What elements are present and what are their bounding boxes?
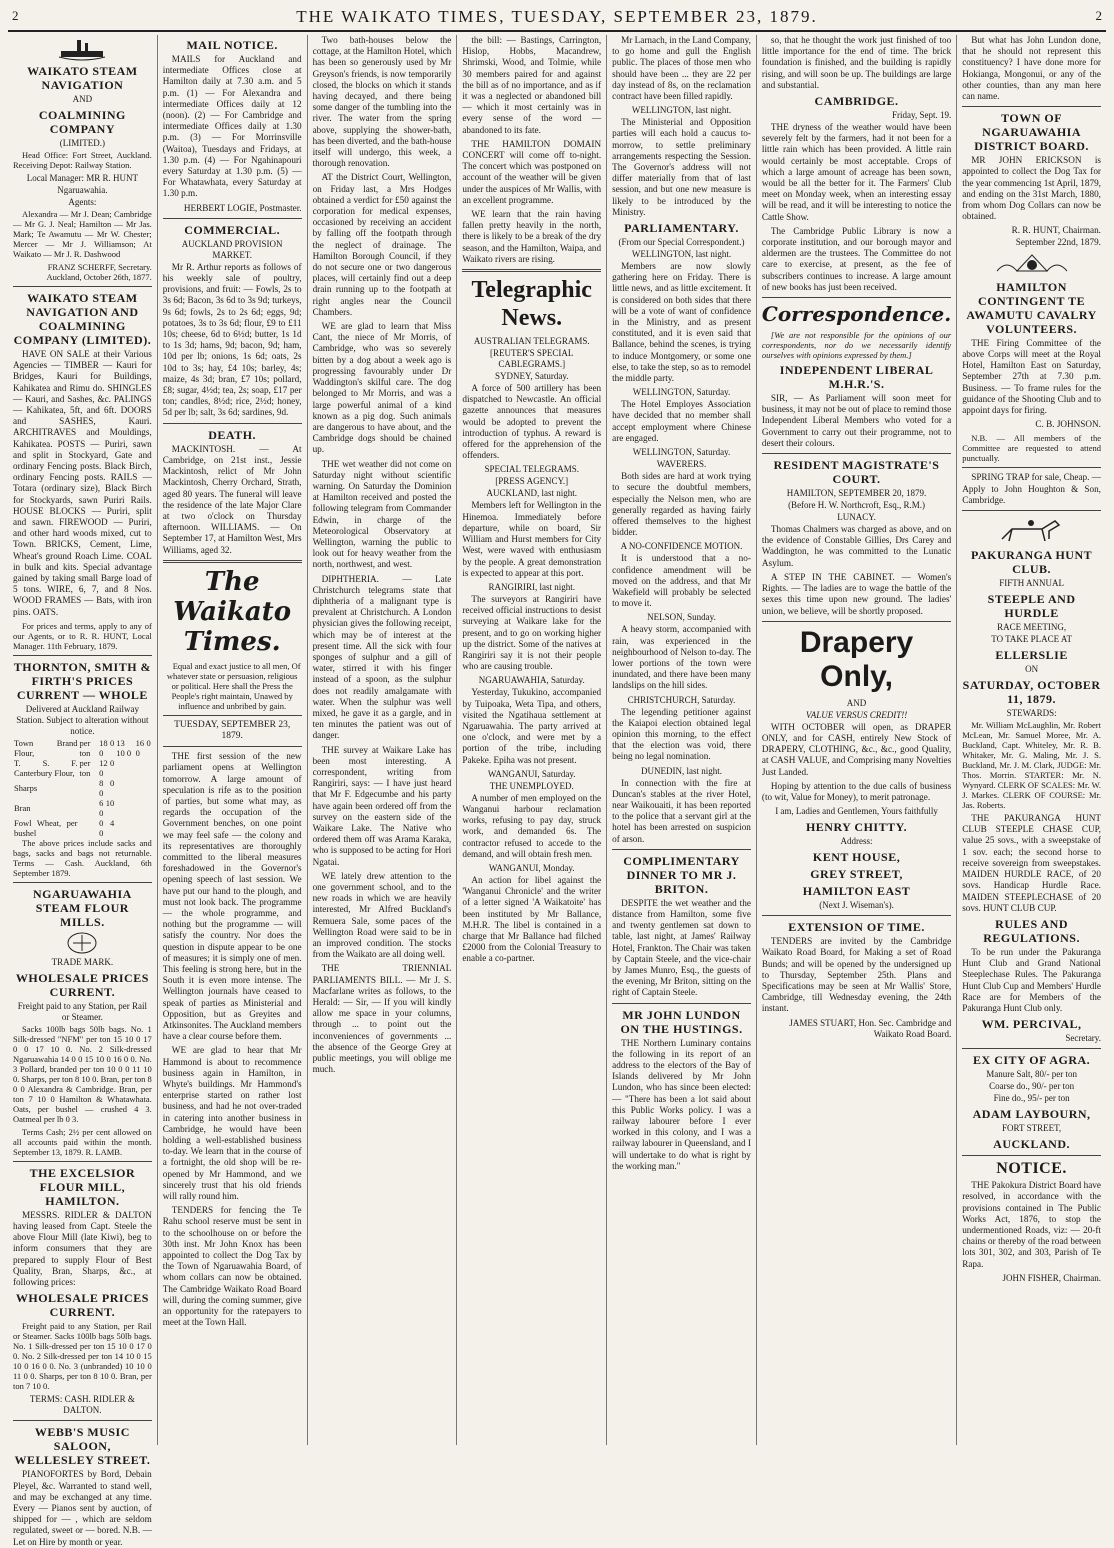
column-6	[757, 35, 957, 1445]
wholesale-body: Sacks 100lb bags 50lb bags. No. 1 Silk-dressed "NFM" per ton 15 10 0 17 0 0 17 10 0. No. 2 Silk-dressed Ngaruawahia 14 0 0 15 10 0 16 0 0. No. 3 Pollard, branded per ton 10 0 0 11 10 0. Sharps, per ton 8 10 0. Bran, per ton 8 0 0 Alexandra & Cambridge. Bran, per ton 7 10 0 Hamilton & Whatawhata. Oats, per bushel — crushed 4 3. Oatmeal per lb 0 3.	[13, 1023, 152, 1124]
excelsior-title: THE EXCELSIOR FLOUR MILL, HAMILTON.	[29, 1165, 136, 1208]
drapery-sub: VALUE VERSUS CREDIT!!	[805, 709, 908, 720]
limited-label: (LIMITED.)	[59, 138, 105, 148]
table-row: Town Brand Flour, per ton 18 0 0 13 10 0 16 0 0	[14, 737, 151, 758]
news-item: WE are glad to learn that Miss Cant, the niece of Mr Morris, of Cambridge, who was so severely bitten by a dog about a week ago is progressing favourably under Dr Waddington's skilful care. The dog belonged to Mr Morris, and was a large powerful animal of a kind known as a pig dog. Such animals are dangerous to have about, and the Cambridge dogs should be chained up.	[312, 321, 452, 455]
rules-title: RULES AND REGULATIONS.	[983, 916, 1080, 945]
cavalry-sign: C. B. JOHNSON.	[1035, 419, 1101, 430]
extension-sign: JAMES STUART, Hon. Sec. Cambridge and Waikato Road Board.	[789, 1017, 952, 1039]
wellington-3-body: The Hotel Employes Association have decided that no member shall accept employment where Chinese are engaged.	[612, 399, 751, 443]
divider	[163, 423, 302, 424]
masthead-title: THE WAIKATO TIMES, TUESDAY, SEPTEMBER 23, 1879.	[296, 7, 818, 26]
kent-house: KENT HOUSE,	[812, 850, 901, 865]
table-row: Fowl Wheat, per bushel 0 4 0	[14, 817, 115, 838]
fort-street: FORT STREET,	[1002, 1123, 1062, 1134]
independent-title: INDEPENDENT LIBERAL M.H.R.'S.	[779, 363, 934, 392]
lunacy-heading: LUNACY.	[837, 512, 876, 523]
resident-magistrate-title: RESIDENT MAGISTRATE'S COURT.	[773, 458, 940, 487]
thornton-title: THORNTON, SMITH & FIRTH'S PRICES CURRENT — WHOLE	[13, 659, 152, 702]
hustings-body: THE Northern Luminary contains the following in its report of an address to the electors of the Bay of Islands delivered by Mr John Lundon, who has since been elected: — "There has been a lot said about this Public Works policy. I was a railway labourer before I ever worked in this colony, and I was a railway labourer in Queensland, and I will undertake to do what is right by the working man."	[612, 1037, 751, 1171]
spring-trap-ad: SPRING TRAP for sale, Cheap. — Apply to John Houghton & Son, Cambridge.	[962, 472, 1101, 505]
column-3	[308, 35, 458, 1445]
adam-laybourn: ADAM LAYBOURN,	[972, 1107, 1091, 1122]
thornton-price-table	[13, 738, 152, 838]
table-row: T. S. F. Canterbury Flour, per ton 12 0 0	[14, 757, 115, 778]
cavalry-nb: N.B. — All members of the Committee are requested to attend punctually.	[962, 433, 1101, 464]
address-label: Address:	[840, 836, 873, 847]
steam-nav-and: AND	[72, 94, 93, 104]
cambridge-body: THE dryness of the weather would have been severely felt by the farmers, had it not been for a little rain which has been provided. A little rain would certainly be most acceptable. Crops of which a large amount of acreage has been sown, would be all the better for it. The Farmers' Club meet on Monday week, when an interesting essay will be read, and it will be interesting to notice the Cattle Show.	[761, 122, 952, 222]
agents-heading: Agents:	[68, 197, 97, 207]
no-confidence-heading: A NO-CONFIDENCE MOTION.	[620, 541, 743, 552]
trade-mark-label: TRADE MARK.	[51, 956, 114, 967]
death-body: MACKINTOSH. — At Cambridge, on 21st inst., Jessie Mackintosh, relict of Mr John Mackintosh, Cherry Orchard, Strath, aged 80 years. The funeral will leave the residence of the late Major Clare at two o'clock on Thursday afternoon. WILLIAMS. — On September 17, at Hamilton West, Mrs Williams, aged 32.	[162, 443, 302, 555]
coarse-salt-price: Coarse do., 90/- per ton	[989, 1081, 1075, 1092]
race-meeting-label: RACE MEETING,	[997, 622, 1067, 633]
parliamentary-title: PARLIAMENTARY.	[624, 221, 739, 236]
page-number-right: 2	[1095, 8, 1102, 23]
divider	[13, 655, 152, 656]
webb-body: PIANOFORTES by Bord, Debain Pleyel, &c. Warranted to stand well, and may be exchanged at any time. Every — Pianos sent by auction, of shipped for — , which are seldom regulated, sweet or — bored. N.B. — Let on Hire by month or year.	[13, 1469, 152, 1547]
cambridge-title: CAMBRIDGE.	[814, 94, 899, 109]
hamilton-east: HAMILTON EAST	[802, 884, 911, 899]
manager-location: Ngaruawahia.	[57, 185, 108, 195]
chitty-name: HENRY CHITTY.	[805, 820, 908, 835]
percival-role: Secretary.	[1065, 1033, 1101, 1044]
wellington-2-body: Members are now slowly gathering here on Friday. There is little news, and as little excitement. It is considered on both sides that there will be a vote of want of confidence in the Ministry, and as present constituted, and it is even said that Ballance, behind the scenes, is trying to induce Montgomery, or some one else, to take the step, so as to remodel the middle party.	[612, 261, 751, 384]
waverers-body: Both sides are hard at work trying to secure the doubtful members, especially the Nelson men, who are generally regarded as having fairly offered themselves to the highest bidder.	[612, 471, 751, 538]
page-number-left: 2	[12, 8, 19, 23]
news-item: THE wet weather did not come on Saturday night without scientific warning. On Saturday the Dominion at Hamilton received and posted the following telegram from Commander Edwin, in charge of the Meteorological Observatory at Wellington, warning the public to look out for heavy weather from the north, northwest, and west.	[312, 458, 452, 570]
news-item: DIPHTHERIA. — Late Christchurch telegrams state that diphtheria of a malignant type is prevalent at Christchurch. A London physician gives the following receipt, which may be of interest at the present time. All the sick with four sponges of sulphur and a gill of water, stirred it with his finger instead of a spoon, as the sulphur does not readily amalgamate with water. When the sulphur was well mixed, he gave it as a gargle, and in ten minutes the patient was out of danger.	[312, 573, 452, 741]
mail-notice-sign: HERBERT LOGIE, Postmaster.	[183, 202, 302, 213]
lady-item: A STEP IN THE CABINET. — Women's Rights. — The ladies are to wage the battle of the sexes this time upon new ground. The ladies' union, we believe, will be shortly proposed.	[761, 571, 952, 616]
divider	[762, 297, 951, 298]
press-agency-label: [PRESS AGENCY.]	[495, 476, 569, 487]
steam-nav-2-body: HAVE ON SALE at their Various Agencies — TIMBER — Kauri for Bridges, Kauri for Buildings, Kahikatea and Rimu do. SHINGLES — Kauri, and Sashes, &c. PALINGS — Kahikatea, 5ft, and 6ft. DOORS and SASHES, Kauri. ARCHITRAVES and Mouldings, Kahikatea. POSTS — Puriri, sawn and split in Stockyard, Gate and ordinary Fencing posts. Black Birch, ordinary Fencing posts. RAILS — Totara (ordinary size), Black Birch for Stockyards, sawn Puriri Rails. HOUSE BLOCKS — Puriri, split and sawn. FIREWOOD — Puriri, and other hard woods mixed, cut to Town. BRICKS, Cement, Lime, Wheat's ground Roach Lime. COAL in bulk and kits. Special advantage gained by taking small Barge load of 5 tons. WIRE, 6, 7, and 8 Nos. WOOD FRAMES — Bats, with iron pins. OATS.	[13, 349, 152, 617]
wholesale-2-body: Freight paid to any Station, per Rail or Steamer. Sacks 100lb bags 50lb bags. No. 1 Silk-dressed per ton 15 10 0 17 0 0. No. 2 Silk-dressed per ton 14 10 0 15 10 0 16 0 0. No. 3 (unbranded) 10 10 0 11 0 0. Sharps, per ton 8 10 0. Bran, per ton 7 10 0.	[13, 1321, 152, 1392]
wanganui-dateline: WANGANUI, Saturday.	[487, 768, 576, 779]
divider	[762, 453, 951, 454]
resident-date: HAMILTON, SEPTEMBER 20, 1879.	[786, 488, 927, 499]
editorial-leader-3: TENDERS for fencing the Te Rahu school reserve must be sent in to the schoolhouse on or before the 30th inst. Mr John Knox has been appointed to collect the Dog Tax by the Town of Ngaruawahia Board, of whom collars can now be obtained. The Cambridge Waikato Road Board will, during the coming summer, give an opportunity for the ratepayers to meet at the Town Hall.	[162, 1205, 302, 1328]
reuter-label: [REUTER'S SPECIAL CABLEGRAMS.]	[490, 348, 574, 370]
wholesale-title: WHOLESALE PRICES CURRENT.	[15, 970, 149, 999]
drapery-sign: I am, Ladies and Gentlemen, Yours faithfully	[775, 806, 938, 817]
on-label: ON	[1025, 664, 1039, 675]
thornton-note: The above prices include sacks and bags, sacks and bags not returnable. Terms — Cash. Auckland, 6th September 1879.	[13, 837, 152, 878]
news-item: Two bath-houses below the cottage, at the Hamilton Hotel, which has been so generously used by Mr Greyson's friends, is now temporarily closed, the blocks on which it stands having decayed, and there being some danger of the tumbling into the river. The water from the spring above, supplying the shower-bath, has been diverted, and the bath-house itself will undergo, this week, a thorough renovation.	[312, 35, 452, 169]
notice-sign: JOHN FISHER, Chairman.	[1002, 1272, 1101, 1283]
divider	[962, 467, 1101, 468]
horse-and-rider-icon	[987, 515, 1077, 545]
wellington-2-dateline: WELLINGTON, last night.	[631, 249, 732, 260]
wholesale-2-title: WHOLESALE PRICES CURRENT.	[15, 1291, 149, 1320]
news-item: THE survey at Waikare Lake has been most interesting. A correspondent, writing from Rangiriri, says: — I have just heard that Mr F. Edgecumbe and his party have again been ordered off from the survey on the eastern side of the Waikare Lake. The Native who ordered them off was Arama Karaka, who is supposed to be acting for Hori Ngatai.	[312, 744, 452, 867]
waverers-heading: WAVERERS.	[656, 459, 707, 470]
drapery-hope: Hoping by attention to the due calls of business (to wit, Value for Money), to merit patronage.	[761, 780, 952, 802]
column-2	[158, 35, 308, 1445]
special-telegrams-title: SPECIAL TELEGRAMS.	[484, 464, 579, 475]
coalmining-title: COALMINING COMPANY	[38, 108, 126, 136]
mail-notice-body: MAILS for Auckland and intermediate Offices close at Hamilton daily at 7.30 a.m. and 5 p.m. (1) — For Alexandra and intermediate Offices daily at 12 (noon). (2) — For Cambridge and intermediate Offices daily at 1.30 p.m. (3) — For Morrinsville (Waitoa), Tuesdays and Fridays, at 1.30 p.m. (4) — For Ngahinapouri every Saturday at 1.30 p.m. (5) — For Whatawhata, every Saturday at 1.30 p.m.	[162, 54, 302, 199]
divider	[163, 560, 302, 563]
wanganui-body: A number of men employed on the Wanganui harbour reclamation works, refusing to pay day, struck work, and demanded 6s. The contractor refused to accede to the demand, and will obtain fresh men.	[462, 792, 602, 859]
auckland-body: Members left for Wellington in the Hinemoa. Immediately before departure, while on board, Sir William and Hurst members for City West, were waved with enthusiasm by the people. A great demonstration is expected to appear at this port.	[462, 500, 602, 578]
drapery-title: Drapery Only,	[799, 625, 914, 693]
grey-street: GREY STREET,	[810, 867, 903, 882]
head-office: Head Office: Fort Street, Auckland. Receiving Depot: Railway Station.	[13, 150, 152, 170]
ex-city-title: EX CITY OF AGRA.	[973, 1053, 1091, 1068]
rangiriri-body: The surveyors at Rangiriri have received official instructions to desist surveying at Waikare lake for the present, and to go on working higher up the district. Some of the natives at Rangiriri say it is not their people who are causing trouble.	[462, 593, 602, 672]
divider	[13, 1420, 152, 1421]
webb-title: WEBB'S MUSIC SALOON, WELLESLEY STREET.	[14, 1425, 151, 1468]
unemployed-heading: THE UNEMPLOYED.	[489, 780, 574, 791]
steam-nav-2-title: WAIKATO STEAM NAVIGATION AND COALMINING COMPANY (LIMITED).	[13, 291, 152, 347]
telegraphic-news-title: Telegraphic News.	[471, 277, 592, 332]
column-5	[607, 35, 757, 1445]
wellington-dateline: WELLINGTON, last night.	[631, 105, 732, 116]
sydney-body: A force of 500 artillery has been dispatched to Newcastle. An official gazette announces that measures would be adopted to prevent the introduction of typhus. A reward is offered for the apprehension of the offenders.	[462, 383, 602, 461]
special-correspondent-label: (From our Special Correspondent.)	[618, 237, 745, 248]
secretary-sign: FRANZ SCHERFF, Secretary. Auckland, October 26th, 1877.	[46, 262, 152, 282]
divider	[962, 1048, 1101, 1049]
christchurch-dateline: CHRISTCHURCH, Saturday.	[627, 694, 736, 705]
wholesale-sub: Freight paid to any Station, per Rail or Steamer.	[17, 1000, 147, 1022]
dinner-body: DESPITE the wet weather and the distance from Hamilton, some five and twenty gentlemen sat down to table, last night, at James' Railway Hotel, Frankton. The Chair was taken by Captain Steele, and the vice-chair by James Munro, Esq., the guests of the evening, Mr Briton, sitting on the right of Captain Steele.	[612, 897, 751, 998]
wellington-4-dateline: WELLINGTON, Saturday.	[632, 447, 731, 458]
rangiriri-dateline: RANGIRIRI, last night.	[488, 581, 575, 592]
agents-list: Alexandra — Mr J. Dean; Cambridge — Mr G. J. Neal; Hamilton — Mr Jas. Mark; Te Awamutu — Mr W. Chester; Mercer — Mr J. Williamson; At Waikato — Mr J. R. Dashwood	[13, 209, 152, 259]
dinner-title: COMPLIMENTARY DINNER TO MR J. BRITON.	[623, 853, 740, 896]
table-row: Bran 6 10 0	[14, 797, 115, 818]
divider	[13, 1161, 152, 1162]
paper-motto: Equal and exact justice to all men, Of whatever state or persuasion, religious or political. Here shall the Press the People's right maintain, Unawed by influence and unbribed by gain.	[166, 660, 301, 711]
wholesale-2-terms: TERMS: CASH. RIDLER & DALTON.	[29, 1394, 135, 1416]
excelsior-body: MESSRS. RIDLER & DALTON having leased from Capt. Steele the above Flour Mill (late Kiwi), beg to inform consumers that they are prepared to supply Flour of Best Quality, Bran, Sharps, &c., at following prices:	[13, 1209, 152, 1288]
annual-label: FIFTH ANNUAL	[999, 578, 1064, 589]
race-date: SATURDAY, OCTOBER 11, 1879.	[962, 678, 1101, 707]
divider	[462, 269, 601, 272]
notice-title: NOTICE.	[996, 1160, 1067, 1178]
local-manager: Local Manager: MR R. HUNT	[26, 173, 138, 183]
news-item: But what has John Lundon done, that he should not represent this constituency? I have done more for Hokianga, Mongonui, or any of the other counties, than any man here can name.	[962, 35, 1101, 102]
ngaruawahia-body: Yesterday, Tukukino, accompanied by Tuipoaka, Weta Tipa, and others, visited the Ngatihaua settlement at Ngaruawahia. The party arrived at one o'clock, and were met by a portion of the tribe, including Pakeke. Epiha was not present.	[462, 687, 602, 765]
divider	[163, 746, 302, 747]
news-item: the bill: — Bastings, Carrington, Hislop, Hobbs, Macandrew, Shrimski, Wood, and Tolmie, while 30 members paired for and against the bill as of no importance, and as if it was a neglected or abandoned bill — which it most certainly was in every sense of the word — abandoned to its fate.	[462, 35, 602, 135]
divider	[962, 1155, 1101, 1156]
stewards-heading: STEWARDS:	[1006, 708, 1057, 719]
divider	[163, 715, 302, 716]
royal-crest-icon	[987, 251, 1077, 277]
column-4	[457, 35, 607, 1445]
town-board-title: TOWN OF NGARUAWAHIA DISTRICT BOARD.	[974, 111, 1089, 154]
independent-body: SIR, — As Parliament will soon meet for business, it may not be out of place to remind those Independent Liberal Members who voted for a Government to carry out their programme, not to desert their colours.	[761, 393, 952, 448]
news-item: THE HAMILTON DOMAIN CONCERT will come off to-night. The concert which was postponed on account of the weather will be given under the auspices of Mr Wallis, with an excellent programme.	[462, 138, 602, 205]
steam-nav-2-prices: For prices and terms, apply to any of our Agents, or to R. R. HUNT, Local Manager. 11th February, 1879.	[13, 620, 152, 651]
editorial-leader: THE first session of the new parliament opens at Wellington tomorrow. A large amount of speculation is rife as to the position of parties, but some what may, as regards the occupation of the Government benches, on one point we may feel safe — the colony and its representatives are thoroughly committed to the liberal measures foreshadowed in the Governor's opening speech of last session. We have put our hand to the plough, and must not look back. The programme — the whole programme, and nothing but the programme — will satisfy the country. Nor does the question in dispute appear to be one of measures; it is simply one of men. This feeling is strong here, but in the South it is even more intense. The Wellington journals have ceased to speak of parties as Ministerial and Opposition, but as Greyites and Atkinsonites. The Auckland members have a clear course before them.	[162, 751, 302, 1042]
next-wiseman: (Next J. Wiseman's).	[819, 900, 894, 911]
mail-notice-title: MAIL NOTICE.	[186, 38, 278, 52]
trade-mark-emblem-icon	[47, 931, 117, 955]
column-1	[8, 35, 158, 1547]
news-item: WE lately drew attention to the one government school, and to the new roads in which we are heavily interested, Mr Alfred Buckland's Remuera Sale, some paces of the Wellington Road were said to be in an improved condition. The stocks from the Waikato are all doing well.	[312, 870, 452, 960]
news-item: WE learn that the rain having fallen pretty heavily in the north, there is likely to be a break of the dry season, and the Hamilton, Waipa, and Waikato rivers are rising.	[462, 209, 602, 264]
divider	[762, 915, 951, 916]
cavalry-title: HAMILTON CONTINGENT TE AWAMUTU CAVALRY VOLUNTEERS.	[966, 279, 1097, 336]
divider	[612, 849, 751, 850]
wanganui-2-dateline: WANGANUI, Monday.	[488, 862, 575, 873]
pakuranga-title: PAKURANGA HUNT CLUB.	[971, 548, 1093, 577]
editorial-dateline: TUESDAY, SEPTEMBER 23, 1879.	[174, 719, 291, 741]
fine-salt-price: Fine do., 95/- per ton	[993, 1093, 1070, 1104]
provision-body: Mr R. Arthur reports as follows of his weekly sale of poultry, provisions, and fruit: — Fowls, 2s to 3s 6d; Bacon, 3s 6d to 3s 9d; turkeys, 9s 6d; fowls, 2s to 2s 6d; eggs, 9d; potatoes, 3s to 3s 6d; flour, £9 to £11 10s; cheese, 6d to 6½d; butter, 1s 1d to 1s 3d; hams, 9d; bacon, 9d; ham, 10d per lb; onions, 1s 6d; oats, 2s 10d to 3s; hay, £4 10s; barley, 4s; maize, 4s 3d; bran, £7 10s; pollard, £8; sugar, 4½d; tea, 2s; soap, £17 per ton; candles, 8½d; rice, 2½d; honey, 5d per lb; salt, 3s 6d; sardines, 9d.	[162, 261, 302, 418]
divider	[612, 1003, 751, 1004]
place-label: TO TAKE PLACE AT	[991, 634, 1072, 645]
wellington-body: The Ministerial and Opposition parties will each hold a caucus to-morrow, to settle preliminary arrangements respecting the Session. The Governor's address will not differ materially from that of last session, and but one new measure is likely to be introduced by the Ministry.	[612, 117, 751, 217]
percival-name: WM. PERCIVAL,	[981, 1017, 1082, 1032]
divider	[13, 286, 152, 287]
rules-body: To be run under the Pakuranga Hunt Club and Grand National Steeplechase Rules. The Pakuranga Hunt Club Cup and Members' Hurdle Race are for Members of the Pakuranga Hunt Club only.	[962, 946, 1101, 1013]
resident-before: (Before H. W. Northcroft, Esq., R.M.)	[788, 500, 926, 511]
nelson-dateline: NELSON, Sunday.	[647, 612, 716, 623]
steam-nav-title: WAIKATO STEAM NAVIGATION	[27, 64, 138, 92]
ngaruawahia-dateline: NGARUAWAHIA, Saturday.	[478, 675, 585, 686]
news-item: Mr Larnach, in the Land Company, to go home and gull the English public. The places of those men who should have been ... they are 22 per day instead of 8s, on the reclamation contract have been filled rapidly.	[612, 35, 751, 102]
divider	[163, 218, 302, 219]
wellington-3-dateline: WELLINGTON, Saturday.	[632, 387, 731, 398]
notice-body: THE Pakokura District Board have resolved, in accordance with the provisions contained in The Public Works Act, 1876, to stop the undermentioned Roads, viz: — 20-ft chains or thereby of the road between lots 301, 302, and 303, Parish of Te Rapa.	[962, 1180, 1101, 1269]
commercial-title: COMMERCIAL.	[184, 222, 281, 237]
stewards-list: Mr. William McLaughlin, Mr. Robert McLean, Mr. Samuel Moree, Mr. A. Buckland, Capt. Whiteley, Mr. R. B. Whitaker, Mr. G. Maling, Mr. J. S. Buckland, Mr. J. M. Clark, JUDGE: Mr. Thos. Morrin. STARTER: Mr. N. Wynyard. CLERK OF SCALES: Mr. W. J. Markes. CLERK OF COURSE: Mr. Jas. Roberts.	[962, 720, 1101, 811]
table-row: Sharps 8 0 0	[14, 777, 115, 798]
ngaruawahia-mills-title: NGARUAWAHIA STEAM FLOUR MILLS.	[32, 886, 132, 929]
editorial-leader-2: WE are glad to hear that Mr Hammond is about to recommence business again in Hamilton, in Whyte's buildings. Mr Hammond's enterprise started on rather lost business, and had he not over-traded in catering into another business in Cambridge, he would have been holding a well-established business to-day. We learn that in the course of a fortnight, the old shop will be re-opened by Mr Hammond, and we sincerely trust that his old friends will rally round him.	[162, 1045, 302, 1202]
divider	[962, 510, 1101, 511]
cavalry-body: THE Firing Committee of the above Corps will meet at the Royal Hotel, Hamilton East on Saturday, September 27th at 7.30 p.m. Business. — To frame rules for the guidance of the Shooting Club and to appoint days for firing.	[962, 337, 1101, 416]
dunedin-body: In connection with the fire at Duncan's stables at the river Hotel, near Waikouaiti, it has been reported to the police that a servant girl at the hotel has been arrested on suspicion of arson.	[612, 777, 751, 844]
steeple-label: STEEPLE AND HURDLE	[987, 592, 1076, 621]
provision-title: AUCKLAND PROVISION MARKET.	[181, 238, 283, 260]
christchurch-body: The legending petitioner against the Kaiapoi election obtained legal opinion this morning, to the effect that the election was void, there being no legal nomination.	[612, 706, 751, 762]
divider	[13, 882, 152, 883]
auckland-dateline: AUCKLAND, last night.	[486, 488, 577, 499]
correspondence-title: Correspondence.	[761, 302, 952, 327]
news-item: so, that he thought the work just finished of too little importance for the end of time. The brick foundation is finished, and the building is rapidly rising, and will soon be up. The buildings are large and substantial.	[761, 35, 952, 90]
lunacy-body: Thomas Chalmers was charged as above, and on the evidence of Constable Gillies, Drs Carey and Waddington, he was committed to the Lunatic Asylum.	[761, 524, 952, 568]
masthead	[8, 4, 1106, 32]
library-body: The Cambridge Public Library is now a corporate institution, and our borough mayor and aldermen are the trustees. The Committee do not care to exercise, at present, as the fee of subscribers continues to increase. A large amount of new books has just been received.	[761, 225, 952, 292]
races-list: THE PAKURANGA HUNT CLUB STEEPLE CHASE CUP, value 25 sovs., with a sweepstake of 1 sov. each; the second horse to receive sovereign from sweepstakes. MAIDEN HURDLE RACE, of 20 sovs. Handicap Hurdle Race. MAIDEN STEEPLECHASE of 20 sovs. HUNT CLUB CUP.	[962, 813, 1101, 913]
auckland-label: AUCKLAND.	[993, 1137, 1071, 1152]
town-board-body: MR JOHN ERICKSON is appointed to collect the Dog Tax for the year commencing 1st April, 1879, and ending on the 31st March, 1880, from whom Dog Collars can now be obtained.	[962, 155, 1101, 222]
divider	[962, 106, 1101, 107]
news-item: THE TRIENNIAL PARLIAMENTS BILL. — Mr J. S. Macfarlane writes as follows, to the Herald: — Sir, — If you will kindly allow me space in your columns, through ... to point out the inconveniences of governments ... the absence of the George Grey at public meetings, you will oblige me much.	[312, 963, 452, 1075]
steamship-icon	[57, 37, 107, 61]
ellerslie-label: ELLERSLIE	[995, 648, 1068, 663]
no-confidence-body: It is understood that a no-confidence amendment will be moved on the address, and that Mr Wakefield will probably be selected to move it.	[612, 553, 751, 609]
dunedin-dateline: DUNEDIN, last night.	[641, 765, 723, 776]
sydney-dateline: SYDNEY, Saturday.	[494, 371, 569, 382]
drapery-and: AND	[846, 697, 867, 708]
extension-body: TENDERS are invited by the Cambridge Waikato Road Board, for Making a set of Road Bunds; and will be opened by the undersigned up to Thursday, September 25th. Plans and Specifications may be seen at Mr Wallis' Store, Cambridge, till Wednesday evening, the 24th instant.	[761, 936, 952, 1014]
paper-title: The Waikato Times.	[173, 566, 292, 657]
hustings-title: MR JOHN LUNDON ON THE HUSTINGS.	[620, 1007, 743, 1036]
wholesale-terms: Terms Cash; 2½ per cent allowed on all accounts paid within the month. September 13, 1879. R. LAMB.	[13, 1126, 152, 1157]
drapery-body: WITH OCTOBER will open, as DRAPER ONLY, and for CASH, entirely New Stock of DRAPERY, CLOTHING, &c., &c., good Quality, at CASH VALUE, and Comprising many Novelties Just Landed.	[761, 721, 952, 777]
thornton-sub: Delivered at Auckland Railway Station. Subject to alteration without notice.	[16, 703, 149, 736]
australian-telegrams-title: AUSTRALIAN TELEGRAMS.	[473, 336, 590, 347]
divider	[762, 621, 951, 622]
extension-title: EXTENSION OF TIME.	[788, 920, 925, 935]
nelson-body: A heavy storm, accompanied with rain, was experienced in the neighbourhood of Nelson to-day. The lower portions of the town were inundated, and there have been many landslips on the hill sides.	[612, 624, 751, 691]
town-board-sign: R. R. HUNT, Chairman. September 22nd, 1879.	[1011, 225, 1101, 247]
column-7	[957, 35, 1106, 1445]
news-item: AT the District Court, Wellington, on Friday last, a Mrs Hodges obtained a verdict for £50 against the corporation for medical expenses, occasioned by receiving an accident by falling off the footpath through the neglect of drainage. The Hamilton Borough Council, if they do not secure one or two dangerous places, will certainly find out a deep drain running up to the footpath at right angles near the Council Chambers.	[312, 172, 452, 317]
death-title: DEATH.	[208, 427, 257, 442]
wanganui-2-body: An action for libel against the 'Wanganui Chronicle' and the writer of a letter signed 'A Waikatoite' has been instituted by Mr Ballance, M.H.R. The libel is contained in a charge that Mr Ballance had filched £2000 from the Colonial Treasury to enable a co-partner.	[462, 874, 602, 964]
correspondence-disclaimer: [We are not responsible for the opinions of our correspondents, nor do we necessarily identify ourselves with opinions expressed by them.]	[761, 330, 952, 361]
cambridge-date: Friday, Sept. 19.	[892, 110, 952, 121]
manure-salt-price: Manure Salt, 80/- per ton	[986, 1069, 1077, 1080]
